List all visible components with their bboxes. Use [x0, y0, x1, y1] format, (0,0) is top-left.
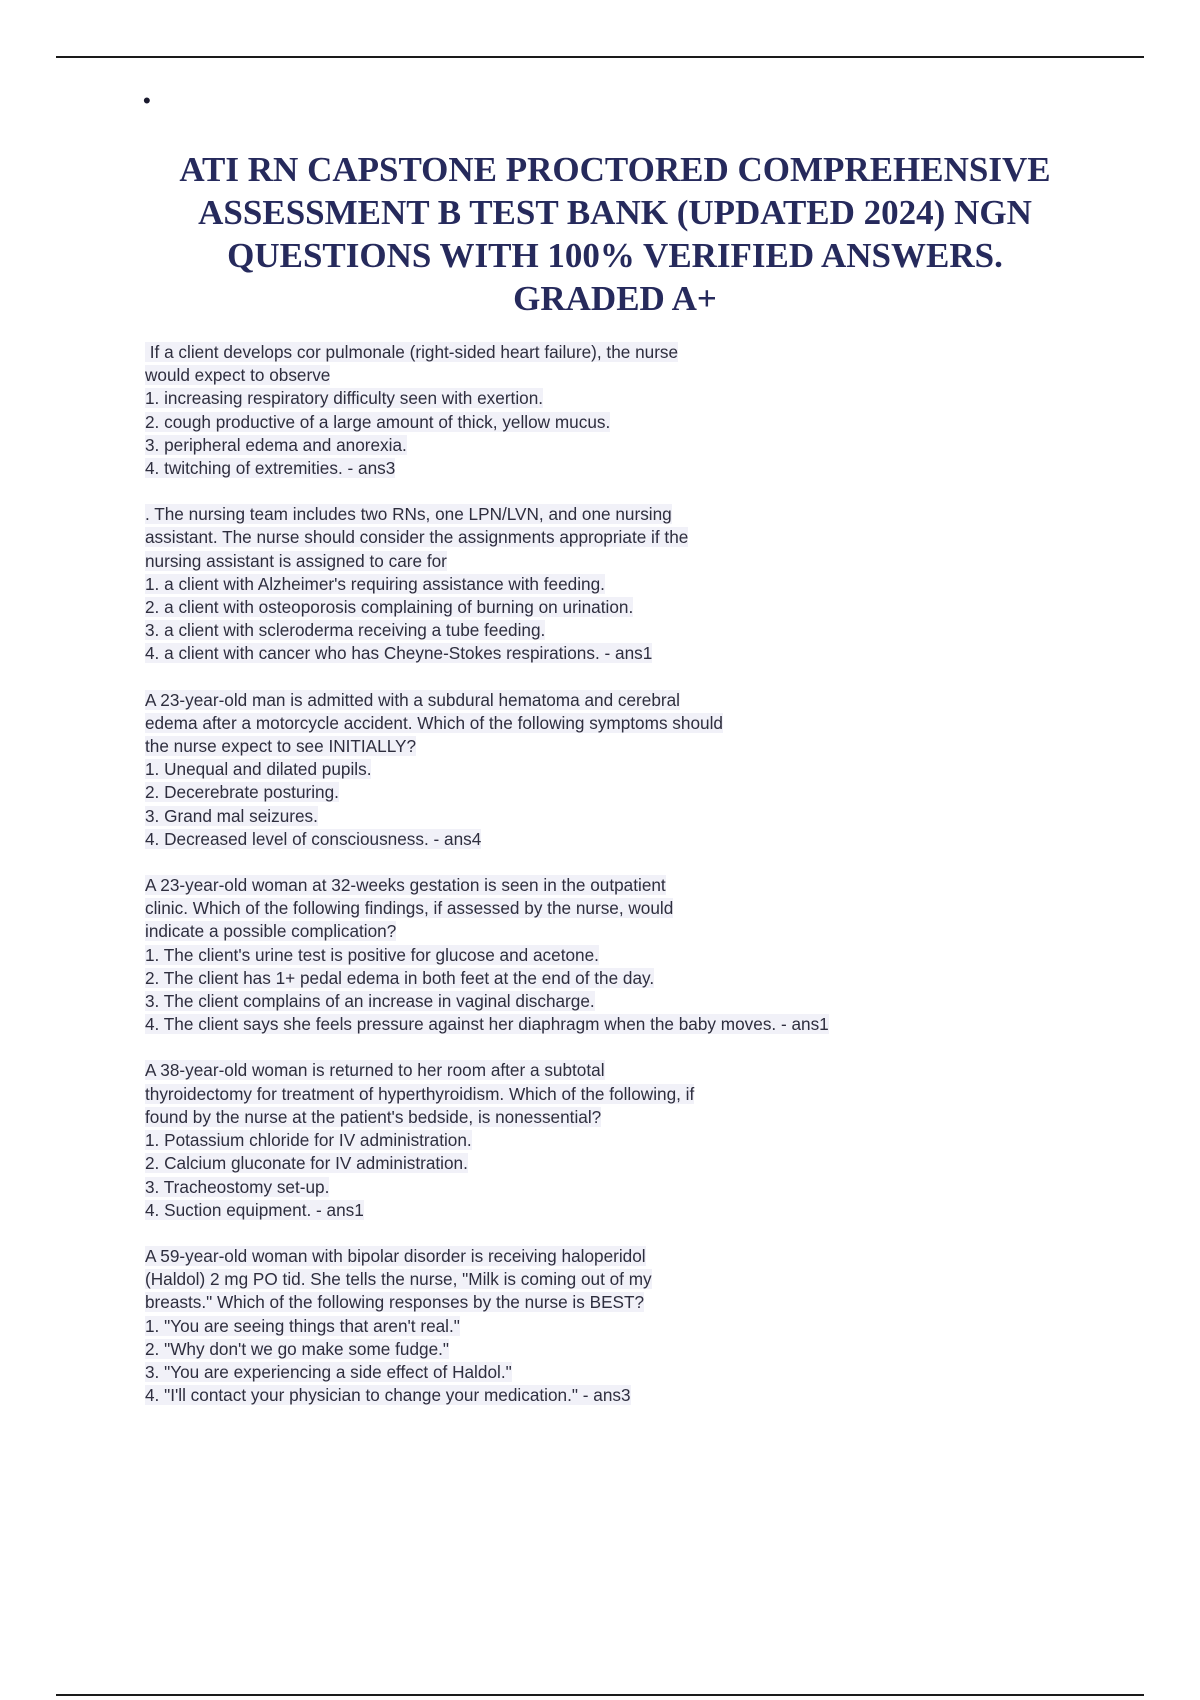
- question-stem-line: nursing assistant is assigned to care for: [145, 550, 447, 571]
- answer-option: 2. Decerebrate posturing.: [145, 782, 339, 803]
- title-line: GRADED A+: [513, 279, 717, 318]
- bullet-mark: •: [143, 88, 151, 113]
- question-stem-line: A 23-year-old man is admitted with a subdural hematoma and cerebral: [145, 689, 681, 710]
- title-line: ASSESSMENT B TEST BANK (UPDATED 2024) NGN: [198, 193, 1032, 232]
- answer-option: 1. Unequal and dilated pupils.: [145, 759, 372, 780]
- question-stem-line: (Haldol) 2 mg PO tid. She tells the nurse, "Milk is coming out of my: [145, 1269, 652, 1290]
- answer-option: 4. Decreased level of consciousness. - ans4: [145, 828, 482, 849]
- question-block: [145, 503, 1065, 665]
- question-stem-line: If a client develops cor pulmonale (right-sided heart failure), the nurse: [145, 342, 679, 362]
- answer-option: 4. The client says she feels pressure against her diaphragm when the baby moves. - ans1: [145, 1014, 829, 1035]
- answer-option: 2. cough productive of a large amount of thick, yellow mucus.: [145, 411, 611, 432]
- title-line: ATI RN CAPSTONE PROCTORED COMPREHENSIVE: [179, 150, 1051, 189]
- answer-option: 4. twitching of extremities. - ans3: [145, 458, 396, 479]
- answer-option: 3. a client with scleroderma receiving a tube feeding.: [145, 620, 546, 641]
- top-rule: [56, 56, 1144, 58]
- title-line: QUESTIONS WITH 100% VERIFIED ANSWERS.: [227, 236, 1003, 275]
- question-stem-line: clinic. Which of the following findings, if assessed by the nurse, would: [145, 898, 674, 919]
- answer-option: 3. Tracheostomy set-up.: [145, 1176, 330, 1197]
- question-block: [145, 341, 1065, 480]
- answer-option: 2. "Why don't we go make some fudge.": [145, 1338, 450, 1359]
- question-block: [145, 1059, 1065, 1221]
- question-stem-line: the nurse expect to see INITIALLY?: [145, 736, 417, 757]
- answer-option: 4. "I'll contact your physician to change your medication." - ans3: [145, 1385, 631, 1406]
- answer-option: 1. "You are seeing things that aren't real.": [145, 1315, 460, 1336]
- answer-option: 3. The client complains of an increase in vaginal discharge.: [145, 991, 595, 1012]
- question-stem-line: . The nursing team includes two RNs, one LPN/LVN, and one nursing: [145, 504, 672, 525]
- question-stem-line: indicate a possible complication?: [145, 921, 397, 942]
- question-block: [145, 874, 1065, 1036]
- answer-option: 3. "You are experiencing a side effect of Haldol.": [145, 1361, 512, 1382]
- answer-option: 2. a client with osteoporosis complaining of burning on urination.: [145, 597, 634, 618]
- question-stem-line: assistant. The nurse should consider the assignments appropriate if the: [145, 527, 689, 548]
- answer-option: 3. peripheral edema and anorexia.: [145, 434, 407, 455]
- question-block: [145, 689, 1065, 851]
- answer-option: 2. Calcium gluconate for IV administration.: [145, 1153, 468, 1174]
- question-block: [145, 1245, 1065, 1407]
- question-stem-line: thyroidectomy for treatment of hyperthyroidism. Which of the following, if: [145, 1083, 695, 1104]
- question-list: [145, 341, 1065, 1430]
- answer-option: 4. Suction equipment. - ans1: [145, 1199, 364, 1220]
- answer-option: 1. Potassium chloride for IV administration.: [145, 1130, 472, 1151]
- answer-option: 4. a client with cancer who has Cheyne-Stokes respirations. - ans1: [145, 643, 653, 664]
- answer-option: 1. increasing respiratory difficulty seen with exertion.: [145, 388, 544, 409]
- question-stem-line: breasts." Which of the following responses by the nurse is BEST?: [145, 1292, 645, 1313]
- answer-option: 1. a client with Alzheimer's requiring assistance with feeding.: [145, 573, 605, 594]
- question-stem-line: A 38-year-old woman is returned to her room after a subtotal: [145, 1060, 605, 1081]
- document-title: [130, 148, 1100, 320]
- question-stem-line: edema after a motorcycle accident. Which of the following symptoms should: [145, 712, 723, 733]
- question-stem-line: A 23-year-old woman at 32-weeks gestation is seen in the outpatient: [145, 875, 666, 896]
- answer-option: 3. Grand mal seizures.: [145, 805, 318, 826]
- question-stem-line: found by the nurse at the patient's bedside, is nonessential?: [145, 1106, 602, 1127]
- answer-option: 2. The client has 1+ pedal edema in both feet at the end of the day.: [145, 967, 655, 988]
- bottom-rule: [56, 1694, 1144, 1696]
- answer-option: 1. The client's urine test is positive for glucose and acetone.: [145, 944, 599, 965]
- question-stem-line: would expect to observe: [145, 365, 331, 386]
- question-stem-line: A 59-year-old woman with bipolar disorder is receiving haloperidol: [145, 1245, 646, 1266]
